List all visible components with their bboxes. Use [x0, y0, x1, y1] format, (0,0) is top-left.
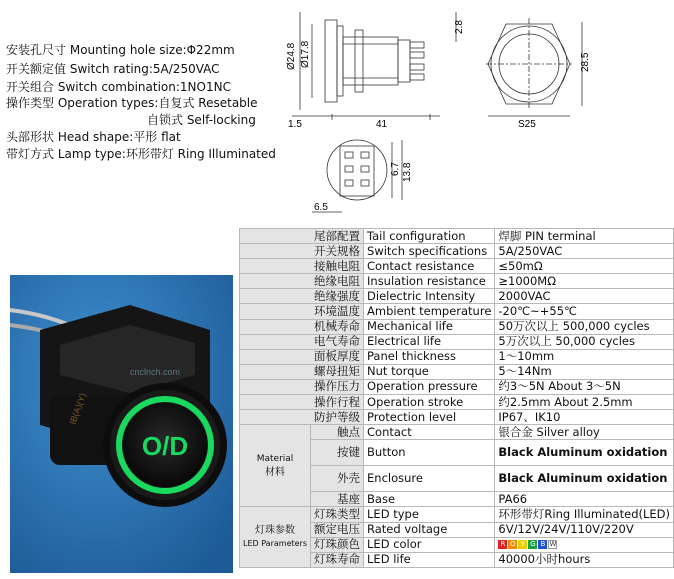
- table-row: Material 材料 触点 Contact 银合金 Silver alloy: [240, 425, 674, 440]
- table-row: 基座 Base PA66: [240, 492, 674, 507]
- table-row: 绝缘强度 Dielectric Intensity 2000VAC: [240, 289, 674, 304]
- table-row: 绝缘电阻 Insulation resistance ≥1000MΩ: [240, 274, 674, 289]
- table-row: 防护等级 Protection level IP67、IK10: [240, 410, 674, 425]
- spec-self-locking: 自锁式 Self-locking: [147, 113, 256, 127]
- table-row: 按键 Button Black Aluminum oxidation: [240, 440, 674, 466]
- spec-lamp-type: 带灯方式 Lamp type:环形带灯 Ring Illuminated: [6, 147, 276, 161]
- specification-table: [239, 228, 674, 568]
- table-row: 接触电阻 Contact resistance ≤50mΩ: [240, 259, 674, 274]
- table-row: 面板厚度 Panel thickness 1～10mm: [240, 349, 674, 364]
- led-color-swatch: Y: [518, 540, 527, 549]
- spec-switch-combination: 开关组合 Switch combination:1NO1NC: [6, 80, 231, 94]
- button-label: O/D: [141, 431, 189, 461]
- table-row: 灯珠参数 LED Parameters 灯珠类型 LED type 环形带灯Ring Illuminated(LED): [240, 507, 674, 522]
- table-row: 环境温度 Ambient temperature -20℃~+55℃: [240, 304, 674, 319]
- led-group-label: 灯珠参数 LED Parameters: [240, 507, 311, 567]
- table-row: 螺母扭矩 Nut torque 5～14Nm: [240, 364, 674, 379]
- dim-d7: S25: [518, 119, 536, 130]
- spec-operation-types: 操作类型 Operation types:自复式 Resetable: [6, 96, 258, 110]
- dim-d9: 13.8: [402, 162, 413, 182]
- table-row: 尾部配置 Tail configuration 焊脚 PIN terminal: [240, 229, 674, 244]
- dim-d5: 1.5: [288, 119, 302, 130]
- dim-d10: 6.5: [314, 202, 328, 213]
- led-color-swatch: O: [510, 540, 516, 549]
- dim-d2: Ø17.8: [300, 40, 311, 68]
- side-view-drawing: [280, 2, 480, 132]
- dim-d1: Ø24.8: [286, 42, 297, 70]
- table-row: 电气寿命 Electrical life 5万次以上 50,000 cycles: [240, 334, 674, 349]
- spec-mounting-hole: 安装孔尺寸 Mounting hole size:Φ22mm: [6, 43, 235, 57]
- product-photo: [10, 275, 233, 573]
- table-row: 机械寿命 Mechanical life 50万次以上 500,000 cycles: [240, 319, 674, 334]
- bottom-view-drawing: [312, 130, 422, 220]
- dim-d4: 28.5: [580, 52, 591, 72]
- material-group-label: Material 材料: [240, 425, 311, 507]
- table-row: 开关规格 Switch specifications 5A/250VAC: [240, 244, 674, 259]
- spec-head-shape: 头部形状 Head shape:平形 flat: [6, 130, 181, 144]
- watermark: cnclnch.com: [130, 367, 181, 377]
- led-color-swatch: W: [549, 540, 557, 549]
- table-row: 灯珠寿命 LED life 40000小时hours: [240, 552, 674, 567]
- table-row: 灯珠颜色 LED color R O Y G B W: [240, 537, 674, 552]
- dim-d3: 2.8: [454, 20, 465, 34]
- led-color-swatches: [495, 537, 674, 552]
- dim-d6: 41: [376, 119, 388, 130]
- dim-d8: 6.7: [390, 162, 401, 176]
- led-color-swatch: G: [530, 540, 536, 549]
- table-row: 外壳 Enclosure Black Aluminum oxidation: [240, 466, 674, 492]
- led-color-swatch: R: [498, 540, 507, 549]
- front-view-drawing: [478, 2, 596, 132]
- table-row: 操作行程 Operation stroke 约2.5mm About 2.5mm: [240, 395, 674, 410]
- led-color-swatch: B: [538, 540, 547, 549]
- spec-switch-rating: 开关额定值 Switch rating:5A/250VAC: [6, 62, 220, 76]
- svg-text:IB(A)(Y): IB(A)(Y): [67, 391, 88, 426]
- table-row: 操作压力 Operation pressure 约3～5N About 3～5N: [240, 379, 674, 394]
- table-row: 额定电压 Rated voltage 6V/12V/24V/110V/220V: [240, 522, 674, 537]
